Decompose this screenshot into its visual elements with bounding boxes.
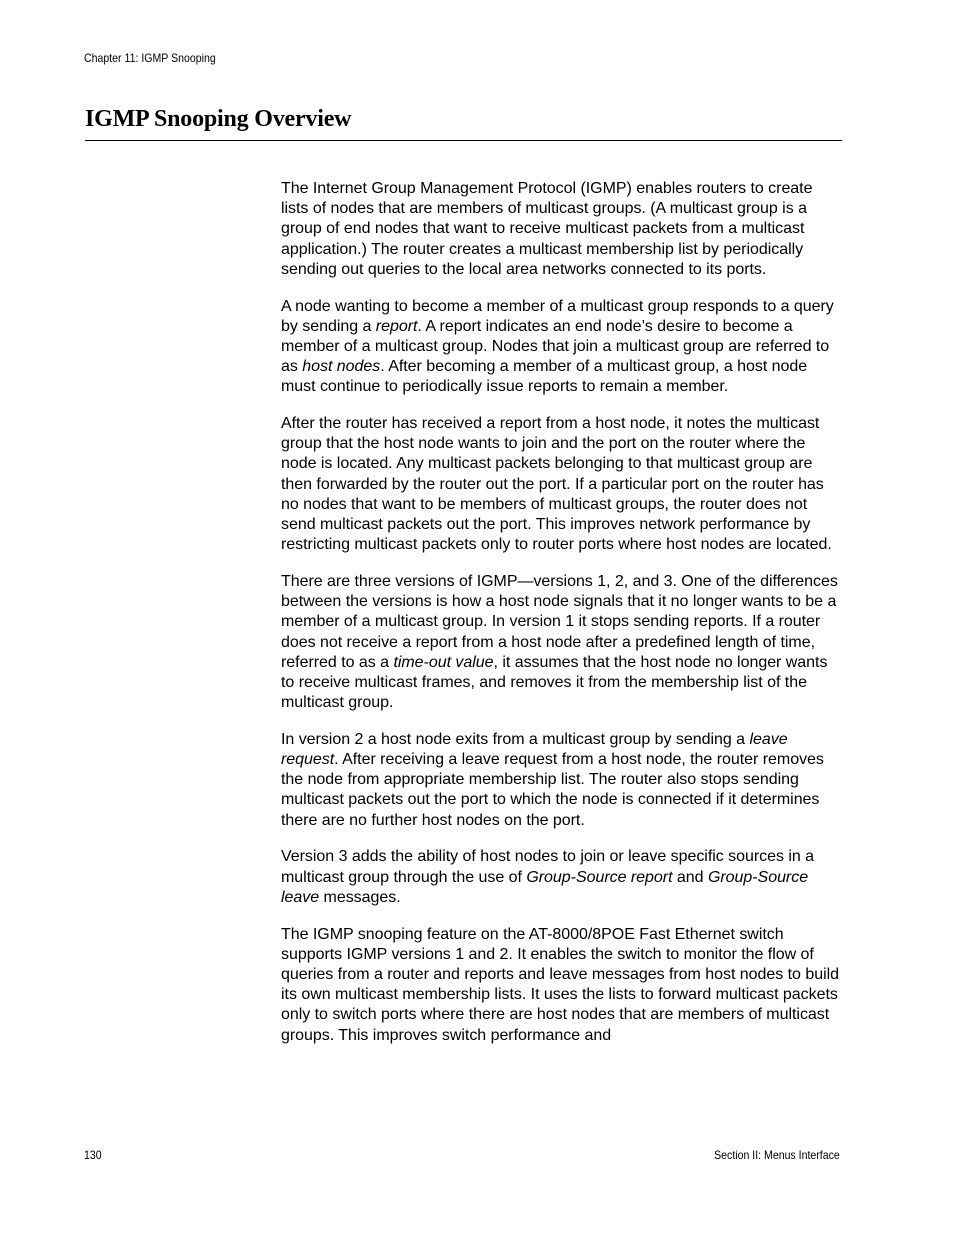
paragraph-version-2: In version 2 a host node exits from a multicast group by sending a leave request. After receiving a leave request from a host node, the router removes the node from appropriate membership list. The router also stops sending multicast packets out the port to which the node is connected if it determines there are no further host nodes on the port.: [281, 730, 824, 829]
paragraph-igmp-versions: There are three versions of IGMP—versions 1, 2, and 3. One of the differences between the versions is how a host node signals that it no longer wants to be a member of a multicast group. In version 1 it stops sending reports. If a router does not receive a report from a host node after a predefined length of time, referred to as a time-out value, it assumes that the host node no longer wants to receive multicast frames, and removes it from the membership list of the multicast group.: [281, 572, 838, 712]
section-title: IGMP Snooping Overview: [85, 106, 352, 132]
term-group-source-report: Group-Source report: [526, 868, 673, 886]
paragraph-igmp-intro: The Internet Group Management Protocol (IGMP) enables routers to create lists of nodes that are members of multicast groups. (A multicast group is a group of end nodes that want to receive multicast packets from a multicast application.) The router creates a multicast membership list by periodically sending out queries to the local area networks connected to its ports.: [281, 180, 813, 278]
term-group-source-leave: Group-Source leave: [281, 868, 809, 906]
paragraph-router-forwarding: After the router has received a report from a host node, it notes the multicast group that the host node wants to join and the port on the router where the node is located. Any multicast packets belonging to that multicast group are then forwarded by the router out the port. If a particular port on the router has no nodes that want to be members of multicast groups, the router does not send multicast packets out the port. This improves network performance by restricting multicast packets only to router ports where host nodes are located.: [281, 415, 832, 554]
paragraph-join-report: A node wanting to become a member of a multicast group responds to a query by sending a report. A report indicates an end node’s desire to become a member of a multicast group. Nodes that join a multicast group are referred to as host nodes. After becoming a member of a multicast group, a host node must continue to periodically issue reports to remain a member.: [281, 297, 834, 396]
running-footer: Section II: Menus Interface: [714, 1148, 840, 1162]
paragraph-version-3: Version 3 adds the ability of host nodes to join or leave specific sources in a multicast group through the use of Group-Source report and Group-Source leave messages.: [281, 848, 815, 906]
running-header: Chapter 11: IGMP Snooping: [84, 51, 216, 65]
body-text: [281, 179, 841, 1062]
page-number: 130: [84, 1148, 102, 1162]
term-host-nodes: host nodes: [302, 358, 381, 376]
term-report: report: [375, 317, 418, 335]
term-leave-request: leave request: [281, 730, 788, 769]
title-rule: [85, 140, 842, 141]
paragraph-igmp-snooping-feature: The IGMP snooping feature on the AT-8000/8POE Fast Ethernet switch supports IGMP versions 1 and 2. It enables the switch to monitor the flow of queries from a router and reports and leave messages from host nodes to build its own multicast membership lists. It uses the lists to forward multicast packets only to switch ports where there are host nodes that are members of multicast groups. This improves switch performance and: [281, 925, 839, 1044]
term-time-out-value: time-out value: [393, 653, 494, 671]
